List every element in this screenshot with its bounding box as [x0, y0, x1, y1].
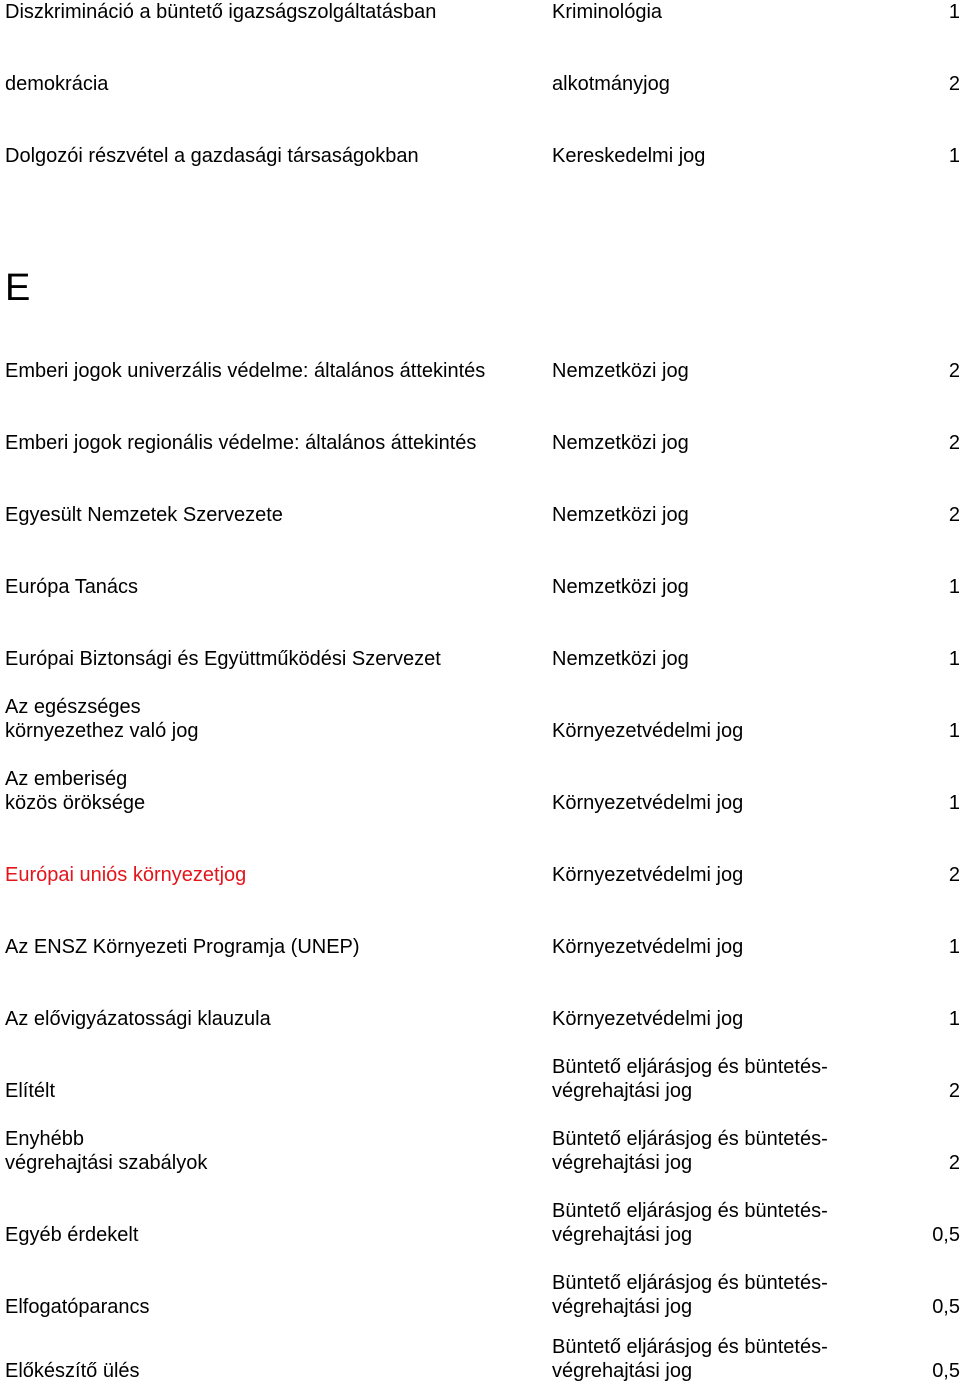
index-term-highlighted: Európai uniós környezetjog [5, 864, 247, 886]
index-weight: 1 [948, 576, 960, 598]
index-term: Az egészséges környezethez való jog [5, 696, 199, 742]
index-row [0, 1311, 960, 1383]
index-row [0, 455, 960, 527]
index-term: Európai Biztonsági és Együttműködési Szervezet [5, 648, 441, 670]
index-subject: Nemzetközi jog [552, 432, 689, 454]
index-row [0, 599, 960, 671]
index-weight: 1 [948, 1008, 960, 1030]
index-weight: 0,5 [932, 1224, 960, 1246]
index-term: Európa Tanács [5, 576, 139, 598]
index-term: Emberi jogok univerzális védelme: általános áttekintés [5, 360, 486, 382]
index-term: Diszkrimináció a büntető igazságszolgáltatásban [5, 1, 437, 23]
index-row [0, 959, 960, 1031]
index-weight: 1 [948, 1, 960, 23]
index-row [0, 1247, 960, 1319]
index-row [0, 1031, 960, 1103]
index-subject: Kriminológia [552, 1, 663, 23]
index-weight: 2 [948, 432, 960, 454]
index-row [0, 96, 960, 168]
index-term: Elfogatóparancs [5, 1296, 150, 1318]
index-row [0, 1175, 960, 1247]
index-term: Emberi jogok regionális védelme: általános áttekintés [5, 432, 477, 454]
index-term: Enyhébb végrehajtási szabályok [5, 1128, 208, 1174]
index-subject: Környezetvédelmi jog [552, 864, 744, 886]
index-weight: 1 [948, 936, 960, 958]
index-term: Egyesült Nemzetek Szervezete [5, 504, 283, 526]
index-weight: 1 [948, 720, 960, 742]
index-subject: Környezetvédelmi jog [552, 720, 744, 742]
index-weight: 2 [948, 1080, 960, 1102]
index-row [0, 671, 960, 743]
index-subject: Környezetvédelmi jog [552, 936, 744, 958]
index-term: Az elővigyázatossági klauzula [5, 1008, 271, 1030]
index-subject: Büntető eljárásjog és büntetés- végrehajtási jog [552, 1056, 828, 1102]
index-subject: Környezetvédelmi jog [552, 792, 744, 814]
index-row [0, 24, 960, 96]
index-weight: 2 [948, 1152, 960, 1174]
index-weight: 1 [948, 648, 960, 670]
index-term: Elítélt [5, 1080, 56, 1102]
index-term: demokrácia [5, 73, 109, 95]
index-weight: 1 [948, 792, 960, 814]
index-row [0, 383, 960, 455]
index-term: Az emberiség közös öröksége [5, 768, 146, 814]
index-subject: Nemzetközi jog [552, 576, 689, 598]
index-subject: Nemzetközi jog [552, 360, 689, 382]
index-row [0, 815, 960, 887]
index-subject: Büntető eljárásjog és büntetés- végrehajtási jog [552, 1336, 828, 1382]
index-row [0, 0, 960, 24]
index-subject: Kereskedelmi jog [552, 145, 706, 167]
index-weight: 0,5 [932, 1360, 960, 1382]
index-row [0, 1103, 960, 1175]
index-subject: alkotmányjog [552, 73, 670, 95]
index-row [0, 887, 960, 959]
index-weight: 1 [948, 145, 960, 167]
index-subject: Büntető eljárásjog és büntetés- végrehajtási jog [552, 1272, 828, 1318]
index-row [0, 311, 960, 383]
index-subject: Büntető eljárásjog és büntetés- végrehajtási jog [552, 1128, 828, 1174]
index-term: Előkészítő ülés [5, 1360, 140, 1382]
section-letter-heading: E [5, 267, 31, 309]
index-subject: Nemzetközi jog [552, 504, 689, 526]
index-term: Egyéb érdekelt [5, 1224, 139, 1246]
index-row [0, 527, 960, 599]
index-term: Az ENSZ Környezeti Programja (UNEP) [5, 936, 360, 958]
index-weight: 0,5 [932, 1296, 960, 1318]
index-subject: Büntető eljárásjog és büntetés- végrehajtási jog [552, 1200, 828, 1246]
index-weight: 2 [948, 73, 960, 95]
index-weight: 2 [948, 504, 960, 526]
index-weight: 2 [948, 864, 960, 886]
index-weight: 2 [948, 360, 960, 382]
index-row [0, 743, 960, 815]
index-term: Dolgozói részvétel a gazdasági társaságokban [5, 145, 419, 167]
index-subject: Nemzetközi jog [552, 648, 689, 670]
index-subject: Környezetvédelmi jog [552, 1008, 744, 1030]
